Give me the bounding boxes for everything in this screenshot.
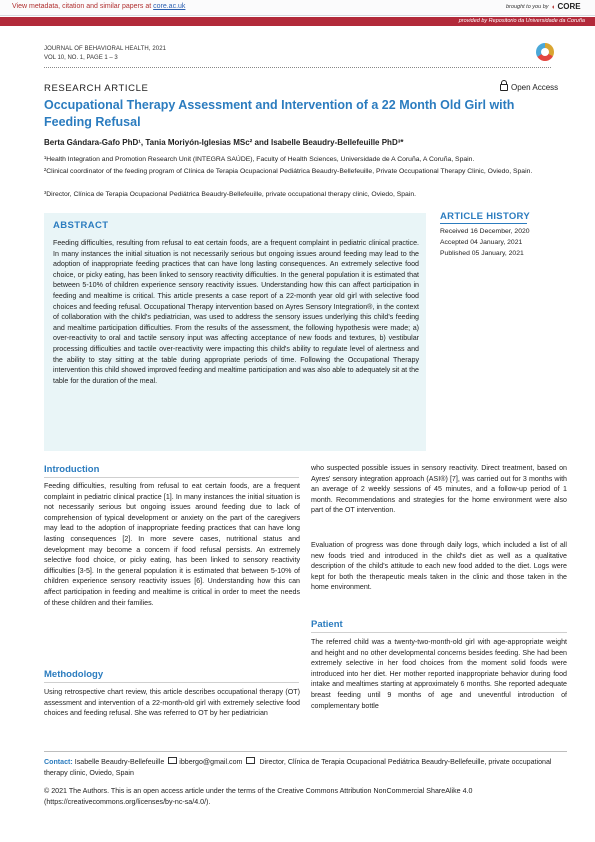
core-link[interactable]: core.ac.uk — [153, 3, 186, 10]
abstract-heading: ABSTRACT — [53, 220, 109, 231]
core-logo[interactable] — [551, 2, 581, 11]
contact-info — [44, 757, 567, 778]
crossmark-icon[interactable] — [536, 43, 554, 61]
footer-divider — [44, 751, 567, 752]
methodology-continued-text: who suspected possible issues in sensory reactivity. Direct treatment, based on Ayres' sensory integration approach (ASI®) [7], was carried out for 3 months with an average of 2 weekly sessions of 45 minutes, and a follow-up period of 1 month. Recommendations and strategies for the home environment were also part of the OT intervention. — [311, 464, 567, 515]
brought-by-text: brought to you by — [506, 4, 549, 10]
methodology-text: Using retrospective chart review, this article describes occupational therapy (OT) assessment and intervention of a 22-month-old girl with extremely selective food choices and feeding refusal. She was referred to OT by her pediatrician — [44, 688, 300, 718]
patient-divider — [311, 632, 567, 633]
affiliation-3: ³Director, Clínica de Terapia Ocupacional Pediátrica Beaudry-Bellefeuille, private occupational therapy clinic, Oviedo, Spain. — [44, 191, 417, 198]
article-title: Occupational Therapy Assessment and Intervention of a 22 Month Old Girl with Feeding Refusal — [44, 98, 515, 129]
affiliation-1: ¹Health Integration and Promotion Research Unit (INTEGRA SAÚDE), Faculty of Health Sciences, Universidade de A Coruña, A Coruña, Spain. — [44, 156, 475, 163]
article-history-divider — [440, 223, 527, 224]
contact-label: Contact: — [44, 758, 73, 766]
email-icon — [168, 757, 177, 764]
open-access-badge — [500, 83, 558, 92]
journal-name: JOURNAL OF BEHAVIORAL HEALTH, 2021 — [44, 46, 167, 52]
core-banner-text — [12, 3, 185, 10]
patient-text: The referred child was a twenty-two-month-old girl with age-appropriate weight and height and no other developmental concerns besides feeding. She had been extremely selective in her food choices from the moment solid foods were introduced into her diet. Her mother reported inappropriate behavior during food intake and mealtimes starting at approximately 6 months. She reported adequate breast feeding until 9 months of age and uneventful introduction of complementary bottle — [311, 638, 567, 710]
methodology-divider — [44, 682, 299, 683]
core-logo-icon: ◖ — [551, 4, 556, 11]
history-accepted: Accepted 04 January, 2021 — [440, 239, 523, 246]
author-list: Berta Gándara-Gafo PhD¹, Tania Moriyón-Iglesias MSc² and Isabelle Beaudry-Bellefeuille PhD³* — [44, 138, 404, 147]
contact-email[interactable]: ibbergo@gmail.com — [179, 758, 243, 766]
journal-volume: VOL 10, NO. 1, PAGE 1 – 3 — [44, 55, 118, 61]
evaluation-text: Evaluation of progress was done through daily logs, which included a list of all new foods tried and introduced in the child's diet as well as a qualitative description of the child's attitude to each new food added to the diet. Logs were kept for both the therapeutic meals taken in the clinic and those taken in the home environment. — [311, 541, 567, 592]
affiliation-2: ²Clinical coordinator of the feeding program of Clínica de Terapia Ocupacional Pediátrica Beaudry-Bellefeuille, Private Occupational Therapy Clinic, Oviedo, Spain. — [44, 168, 533, 175]
article-history-heading: ARTICLE HISTORY — [440, 211, 531, 222]
core-logo-text: CORE — [557, 2, 581, 11]
core-banner-label: View metadata, citation and similar papers at — [12, 3, 152, 10]
history-received: Received 16 December, 2020 — [440, 228, 530, 235]
contact-name: Isabelle Beaudry-Bellefeuille — [74, 758, 165, 766]
open-access-label: Open Access — [511, 83, 559, 92]
copyright-notice: © 2021 The Authors. This is an open access article under the terms of the Creative Commons Attribution NonCommercial ShareAlike 4.0 (https://creativecommons.org/licenses/by-nc-sa/4.0/). — [44, 787, 473, 806]
contact-address: Director, Clínica de Terapia Ocupacional Pediátrica Beaudry-Bellefeuille, private occupational therapy clinic, Oviedo, Spain — [44, 758, 552, 777]
patient-heading: Patient — [311, 619, 343, 630]
introduction-divider — [44, 477, 299, 478]
methodology-heading: Methodology — [44, 669, 104, 680]
abstract-text: Feeding difficulties, resulting from refusal to eat certain foods, are a frequent complaint in pediatric clinical practice. In many instances the initial situation is not necessarily serious but ongoing issues around feeding may lead to the adoption of inappropriate feeding practices that can have long lasting consequences. An extremely selective food choice, or picky eating, has been linked to sensory reactivity difficulties. In the general population it is estimated that between 5-10% of children experience sensory reactivity issues. Understanding how this can affect participation in feeding and mealtime is critical. This article presents a case report of a 22-month year old girl with selective food choices and feeding refusal. Occupational Therapy intervention based on Ayres Sensory Integration®, in the context of collaboration with the child's pediatrician, was used to address the sensory issues underlying this child's feeding and mealtime participation difficulties. From the results of the assessment, the following hypothesis were made; a) over-reactivity to oral and tactile sensory input was affecting acceptance of new foods and textures, b) vestibular processing difficulties and tactile over-reactivity were impacting this child's ability to regulate level of alertness and the ability to stay sitting at the table during appropriate periods of time. Following the Occupational Therapy intervention this child showed improved feeding and mealtime participation and was also able to adequately sit at the table for the duration of the meal. — [53, 239, 419, 385]
introduction-text: Feeding difficulties, resulting from refusal to eat certain foods, are a frequent complaint in pediatric clinical practice [1]. In many instances the initial situation is not necessarily serious but ongoing issues around feeding due to lack of comprehension of typical development or anxiety on the part of the caregivers may lead to the adoption of inappropriate feeding practices that can have long lasting consequences [2]. In more severe cases, nutritional status and development may become a concern if food refusal persists. An extremely selective food choice, or picky eating, has been linked to sensory reactivity difficulties [3-5]. In the general population it is estimated that between 5-10% of children experience sensory reactivity issues [6]. Understanding how this can affect participation in feeding and mealtime is critical in order to meet the needs of these children and their families. — [44, 482, 300, 607]
introduction-heading: Introduction — [44, 464, 100, 475]
email-icon — [246, 757, 255, 764]
history-published: Published 05 January, 2021 — [440, 250, 524, 257]
header-divider — [44, 67, 551, 68]
article-type: RESEARCH ARTICLE — [44, 83, 149, 94]
lock-icon — [500, 84, 508, 91]
provided-by-link[interactable]: provided by Repositorio da Universidade da Coruña — [458, 18, 585, 24]
